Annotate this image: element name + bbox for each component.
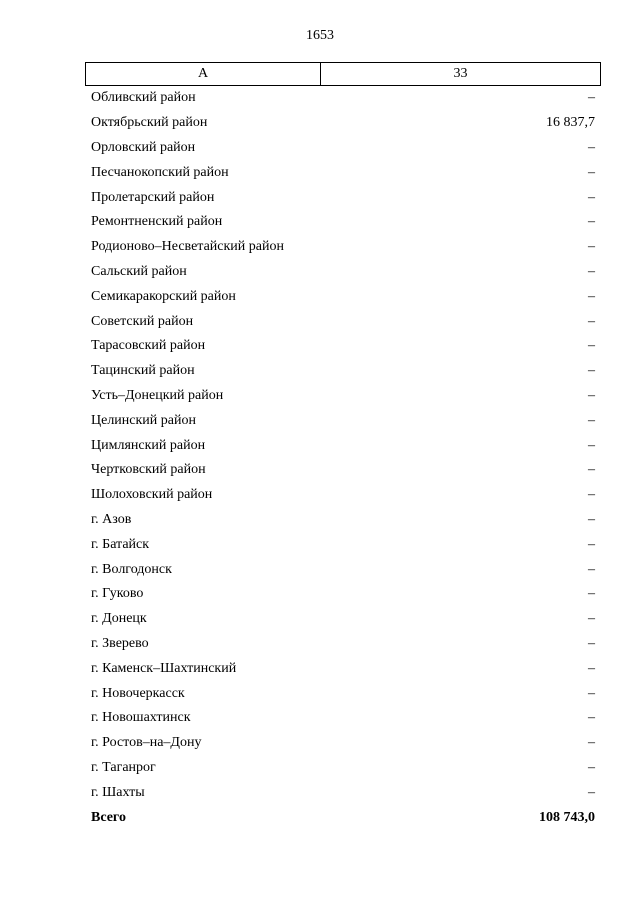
header-col-a: А — [86, 63, 321, 85]
table-row — [85, 334, 601, 359]
row-name: Пролетарский район — [91, 189, 215, 205]
row-value: – — [588, 735, 595, 751]
row-name: г. Донецк — [91, 611, 147, 627]
table-row — [85, 359, 601, 384]
table-row — [85, 111, 601, 136]
row-name: Орловский район — [91, 139, 196, 155]
row-value: – — [588, 586, 595, 602]
table-row — [85, 384, 601, 409]
row-name: Сальский район — [91, 263, 187, 279]
row-value: – — [588, 288, 595, 304]
table-row — [85, 731, 601, 756]
table-row — [85, 309, 601, 334]
table-row — [85, 160, 601, 185]
table-row — [85, 632, 601, 657]
table-row — [85, 582, 601, 607]
table-row — [85, 433, 601, 458]
table-row — [85, 458, 601, 483]
row-name: г. Таганрог — [91, 759, 156, 775]
table-row — [85, 483, 601, 508]
row-name: г. Каменск–Шахтинский — [91, 660, 237, 676]
row-value: – — [588, 313, 595, 329]
row-name: г. Новошахтинск — [91, 710, 191, 726]
row-name: Тацинский район — [91, 363, 195, 379]
row-value: – — [588, 363, 595, 379]
total-value: 108 743,0 — [539, 809, 595, 825]
row-value: 16 837,7 — [546, 115, 595, 131]
table-row — [85, 408, 601, 433]
row-name: Семикаракорский район — [91, 288, 236, 304]
data-table — [85, 62, 601, 830]
row-value: – — [588, 239, 595, 255]
row-value: – — [588, 536, 595, 552]
row-value: – — [588, 139, 595, 155]
row-value: – — [588, 710, 595, 726]
row-value: – — [588, 685, 595, 701]
row-value: – — [588, 511, 595, 527]
row-value: – — [588, 263, 595, 279]
row-name: г. Азов — [91, 511, 132, 527]
table-body — [85, 86, 601, 830]
row-name: Советский район — [91, 313, 194, 329]
row-value: – — [588, 338, 595, 354]
row-name: Шолоховский район — [91, 487, 213, 503]
row-name: Обливский район — [91, 90, 196, 106]
row-name: Октябрьский район — [91, 115, 208, 131]
row-value: – — [588, 189, 595, 205]
table-row — [85, 681, 601, 706]
table-row — [85, 235, 601, 260]
table-row — [85, 185, 601, 210]
table-row — [85, 532, 601, 557]
row-value: – — [588, 487, 595, 503]
row-name: Ремонтненский район — [91, 214, 223, 230]
row-value: – — [588, 214, 595, 230]
row-value: – — [588, 561, 595, 577]
table-row — [85, 508, 601, 533]
row-value: – — [588, 412, 595, 428]
table-header — [85, 62, 601, 86]
row-name: г. Шахты — [91, 784, 145, 800]
row-value: – — [588, 437, 595, 453]
table-row — [85, 780, 601, 805]
row-value: – — [588, 784, 595, 800]
header-col-b: 33 — [453, 66, 468, 81]
table-row — [85, 706, 601, 731]
table-row — [85, 86, 601, 111]
row-name: Песчанокопский район — [91, 164, 229, 180]
page-number: 1653 — [306, 28, 334, 43]
table-row — [85, 756, 601, 781]
row-value: – — [588, 462, 595, 478]
total-row — [85, 805, 601, 830]
row-value: – — [588, 660, 595, 676]
row-value: – — [588, 164, 595, 180]
table-row — [85, 260, 601, 285]
row-name: г. Зверево — [91, 635, 149, 651]
row-name: Целинский район — [91, 412, 196, 428]
row-value: – — [588, 611, 595, 627]
row-value: – — [588, 759, 595, 775]
row-value: – — [588, 387, 595, 403]
row-name: г. Батайск — [91, 536, 150, 552]
row-name: г. Гуково — [91, 586, 144, 602]
row-name: Усть–Донецкий район — [91, 387, 224, 403]
row-name: Чертковский район — [91, 462, 206, 478]
row-name: Цимлянский район — [91, 437, 206, 453]
table-row — [85, 557, 601, 582]
table-row — [85, 656, 601, 681]
table-row — [85, 136, 601, 161]
row-name: г. Ростов–на–Дону — [91, 735, 202, 751]
row-name: Родионово–Несветайский район — [91, 239, 284, 255]
row-name: г. Волгодонск — [91, 561, 172, 577]
total-label: Всего — [91, 809, 126, 825]
row-value: – — [588, 635, 595, 651]
table-row — [85, 210, 601, 235]
table-row — [85, 284, 601, 309]
table-row — [85, 607, 601, 632]
row-name: г. Новочеркасск — [91, 685, 185, 701]
row-value: – — [588, 90, 595, 106]
row-name: Тарасовский район — [91, 338, 206, 354]
